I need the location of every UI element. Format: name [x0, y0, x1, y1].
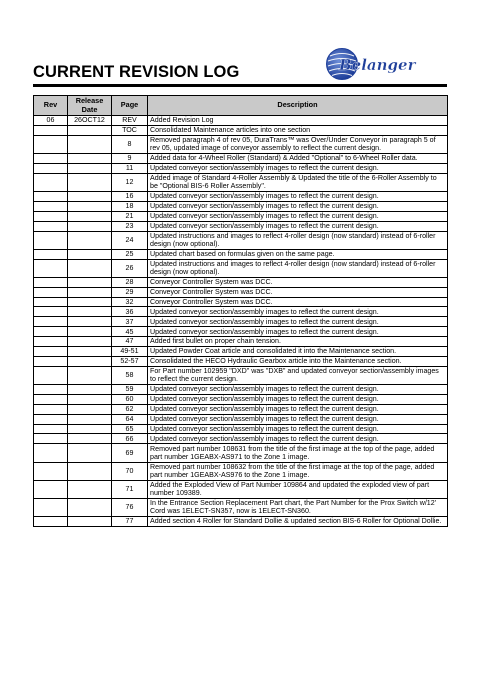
- table-row: [34, 153, 448, 163]
- cell-release-date: [68, 231, 112, 249]
- cell-rev: [34, 498, 68, 516]
- cell-description: Updated conveyor section/assembly images to reflect the current design.: [148, 434, 448, 444]
- table-row: [34, 287, 448, 297]
- table-row: [34, 337, 448, 347]
- table-row: [34, 356, 448, 366]
- cell-description: Added the Exploded View of Part Number 109864 and updated the exploded view of part number 109389.: [148, 480, 448, 498]
- cell-release-date: [68, 317, 112, 327]
- cell-release-date: [68, 221, 112, 231]
- cell-release-date: [68, 404, 112, 414]
- cell-rev: [34, 201, 68, 211]
- table-row: [34, 366, 448, 384]
- table-row: [34, 462, 448, 480]
- cell-rev: [34, 384, 68, 394]
- cell-rev: [34, 424, 68, 434]
- cell-page: 49-51: [112, 347, 148, 357]
- table-row: [34, 444, 448, 462]
- cell-page: 77: [112, 517, 148, 527]
- cell-rev: [34, 434, 68, 444]
- header-rev: Rev: [34, 96, 68, 116]
- cell-description: Added first bullet on proper chain tension.: [148, 337, 448, 347]
- cell-rev: [34, 337, 68, 347]
- cell-description: Updated conveyor section/assembly images to reflect the current design.: [148, 394, 448, 404]
- cell-description: Added data for 4-Wheel Roller (Standard) & Added "Optional" to 6-Wheel Roller data.: [148, 153, 448, 163]
- cell-page: 29: [112, 287, 148, 297]
- cell-rev: [34, 404, 68, 414]
- cell-description: Updated chart based on formulas given on the same page.: [148, 249, 448, 259]
- cell-release-date: [68, 259, 112, 277]
- table-row: [34, 498, 448, 516]
- table-row: [34, 307, 448, 317]
- cell-description: Conveyor Controller System was DCC.: [148, 277, 448, 287]
- cell-rev: [34, 347, 68, 357]
- cell-description: Updated conveyor section/assembly images to reflect the current design.: [148, 201, 448, 211]
- header-description: Description: [148, 96, 448, 116]
- table-row: [34, 424, 448, 434]
- table-row: [34, 201, 448, 211]
- table-row: [34, 231, 448, 249]
- table-row: [34, 414, 448, 424]
- cell-rev: [34, 231, 68, 249]
- table-row: [34, 347, 448, 357]
- table-row: [34, 384, 448, 394]
- cell-rev: [34, 394, 68, 404]
- cell-rev: [34, 414, 68, 424]
- cell-description: Updated conveyor section/assembly images to reflect the current design.: [148, 211, 448, 221]
- table-row: [34, 517, 448, 527]
- table-row: [34, 259, 448, 277]
- table-row: [34, 173, 448, 191]
- cell-rev: [34, 191, 68, 201]
- cell-description: Removed part number 108631 from the title of the first image at the top of the page, added part number 1GEABX-AS971 to the Zone 1 image.: [148, 444, 448, 462]
- cell-release-date: [68, 163, 112, 173]
- cell-rev: [34, 259, 68, 277]
- cell-release-date: [68, 394, 112, 404]
- cell-description: Added image of Standard 4-Roller Assembly & Updated the title of the 6-Roller Assembly to be "Optional BIS-6 Roller Assembly".: [148, 173, 448, 191]
- cell-rev: [34, 221, 68, 231]
- cell-description: Conveyor Controller System was DCC.: [148, 287, 448, 297]
- cell-page: 65: [112, 424, 148, 434]
- cell-rev: [34, 462, 68, 480]
- cell-release-date: [68, 153, 112, 163]
- cell-page: 64: [112, 414, 148, 424]
- table-row: [34, 480, 448, 498]
- cell-release-date: [68, 125, 112, 135]
- cell-release-date: [68, 337, 112, 347]
- header-page: Page: [112, 96, 148, 116]
- cell-page: 24: [112, 231, 148, 249]
- cell-page: 37: [112, 317, 148, 327]
- cell-description: Updated conveyor section/assembly images to reflect the current design.: [148, 424, 448, 434]
- cell-release-date: [68, 462, 112, 480]
- cell-release-date: [68, 356, 112, 366]
- cell-rev: [34, 249, 68, 259]
- cell-release-date: [68, 277, 112, 287]
- cell-rev: [34, 480, 68, 498]
- cell-rev: [34, 211, 68, 221]
- cell-page: 11: [112, 163, 148, 173]
- cell-description: Updated conveyor section/assembly images to reflect the current design.: [148, 404, 448, 414]
- cell-release-date: [68, 384, 112, 394]
- cell-rev: [34, 297, 68, 307]
- cell-release-date: [68, 327, 112, 337]
- cell-page: TOC: [112, 125, 148, 135]
- cell-page: 12: [112, 173, 148, 191]
- cell-page: 36: [112, 307, 148, 317]
- table-row: [34, 434, 448, 444]
- table-row: [34, 116, 448, 126]
- cell-release-date: [68, 297, 112, 307]
- cell-release-date: [68, 414, 112, 424]
- cell-rev: [34, 317, 68, 327]
- cell-page: 59: [112, 384, 148, 394]
- cell-release-date: 26OCT12: [68, 116, 112, 126]
- cell-description: Consolidated Maintenance articles into one section: [148, 125, 448, 135]
- cell-rev: [34, 125, 68, 135]
- cell-release-date: [68, 480, 112, 498]
- table-row: [34, 317, 448, 327]
- cell-page: 9: [112, 153, 148, 163]
- cell-page: 70: [112, 462, 148, 480]
- cell-release-date: [68, 307, 112, 317]
- cell-release-date: [68, 249, 112, 259]
- cell-release-date: [68, 211, 112, 221]
- cell-page: 18: [112, 201, 148, 211]
- cell-page: 28: [112, 277, 148, 287]
- cell-page: 66: [112, 434, 148, 444]
- cell-release-date: [68, 173, 112, 191]
- table-row: [34, 211, 448, 221]
- cell-description: Updated conveyor section/assembly images to reflect the current design.: [148, 317, 448, 327]
- page-header: [33, 47, 447, 83]
- cell-description: Updated conveyor section/assembly images to reflect the current design.: [148, 221, 448, 231]
- cell-description: For Part number 102959 "DXD" was "DXB" and updated conveyor section/assembly images to reflect the current design.: [148, 366, 448, 384]
- cell-description: Conveyor Controller System was DCC.: [148, 297, 448, 307]
- cell-rev: [34, 444, 68, 462]
- cell-page: 47: [112, 337, 148, 347]
- cell-page: 45: [112, 327, 148, 337]
- table-row: [34, 404, 448, 414]
- cell-release-date: [68, 424, 112, 434]
- cell-rev: [34, 517, 68, 527]
- table-row: [34, 249, 448, 259]
- revision-table: [33, 95, 448, 527]
- cell-rev: [34, 135, 68, 153]
- cell-page: 69: [112, 444, 148, 462]
- cell-page: 25: [112, 249, 148, 259]
- cell-page: REV: [112, 116, 148, 126]
- cell-rev: 06: [34, 116, 68, 126]
- cell-rev: [34, 153, 68, 163]
- cell-page: 52-57: [112, 356, 148, 366]
- cell-rev: [34, 163, 68, 173]
- table-row: [34, 297, 448, 307]
- cell-rev: [34, 327, 68, 337]
- cell-release-date: [68, 191, 112, 201]
- table-row: [34, 135, 448, 153]
- logo-text: Belanger: [339, 56, 416, 74]
- cell-page: 26: [112, 259, 148, 277]
- cell-page: 23: [112, 221, 148, 231]
- table-row: [34, 125, 448, 135]
- cell-release-date: [68, 434, 112, 444]
- cell-description: Updated instructions and images to reflect 4-roller design (now standard) instead of 6-roller design (now optional).: [148, 259, 448, 277]
- cell-rev: [34, 366, 68, 384]
- cell-rev: [34, 173, 68, 191]
- cell-release-date: [68, 517, 112, 527]
- cell-description: Consolidated the HECO Hydraulic Gearbox article into the Maintenance section.: [148, 356, 448, 366]
- cell-description: Removed paragraph 4 of rev 05, DuraTrans™ was Over/Under Conveyor in paragraph 5 of rev 05, updated image of conveyor assembly to reflect the current design.: [148, 135, 448, 153]
- cell-release-date: [68, 347, 112, 357]
- cell-rev: [34, 277, 68, 287]
- cell-page: 32: [112, 297, 148, 307]
- cell-rev: [34, 307, 68, 317]
- table-row: [34, 394, 448, 404]
- belanger-logo: [325, 47, 425, 81]
- cell-release-date: [68, 366, 112, 384]
- cell-page: 60: [112, 394, 148, 404]
- table-row: [34, 277, 448, 287]
- page-title: CURRENT REVISION LOG: [33, 63, 240, 81]
- cell-description: Updated conveyor section/assembly images to reflect the current design.: [148, 163, 448, 173]
- table-row: [34, 221, 448, 231]
- cell-release-date: [68, 201, 112, 211]
- cell-description: Updated conveyor section/assembly images to reflect the current design.: [148, 414, 448, 424]
- cell-release-date: [68, 444, 112, 462]
- header-release-date: Release Date: [68, 96, 112, 116]
- cell-description: Removed part number 108632 from the title of the first image at the top of the page, added part number 1GEABX-AS976 to the Zone 1 image.: [148, 462, 448, 480]
- cell-page: 62: [112, 404, 148, 414]
- header-rule: [33, 84, 447, 87]
- cell-description: Updated conveyor section/assembly images to reflect the current design.: [148, 307, 448, 317]
- cell-description: Added Revision Log: [148, 116, 448, 126]
- cell-description: Updated conveyor section/assembly images to reflect the current design.: [148, 191, 448, 201]
- cell-release-date: [68, 135, 112, 153]
- cell-release-date: [68, 498, 112, 516]
- cell-description: Updated instructions and images to reflect 4-roller design (now standard) instead of 6-roller design (now optional).: [148, 231, 448, 249]
- table-row: [34, 191, 448, 201]
- cell-rev: [34, 356, 68, 366]
- cell-description: Added section 4 Roller for Standard Dollie & updated section BIS-6 Roller for Optional Dollie.: [148, 517, 448, 527]
- cell-release-date: [68, 287, 112, 297]
- cell-page: 21: [112, 211, 148, 221]
- cell-description: Updated Powder Coat article and consolidated it into the Maintenance section.: [148, 347, 448, 357]
- table-row: [34, 327, 448, 337]
- cell-rev: [34, 287, 68, 297]
- cell-page: 16: [112, 191, 148, 201]
- cell-description: Updated conveyor section/assembly images to reflect the current design.: [148, 384, 448, 394]
- cell-page: 8: [112, 135, 148, 153]
- table-header-row: [34, 96, 448, 116]
- table-row: [34, 163, 448, 173]
- cell-page: 58: [112, 366, 148, 384]
- cell-description: Updated conveyor section/assembly images to reflect the current design.: [148, 327, 448, 337]
- cell-description: In the Entrance Section Replacement Part chart, the Part Number for the Prox Switch w/12' Cord was 1ELECT-SN357, now is 1ELECT-SN360.: [148, 498, 448, 516]
- cell-page: 71: [112, 480, 148, 498]
- cell-page: 76: [112, 498, 148, 516]
